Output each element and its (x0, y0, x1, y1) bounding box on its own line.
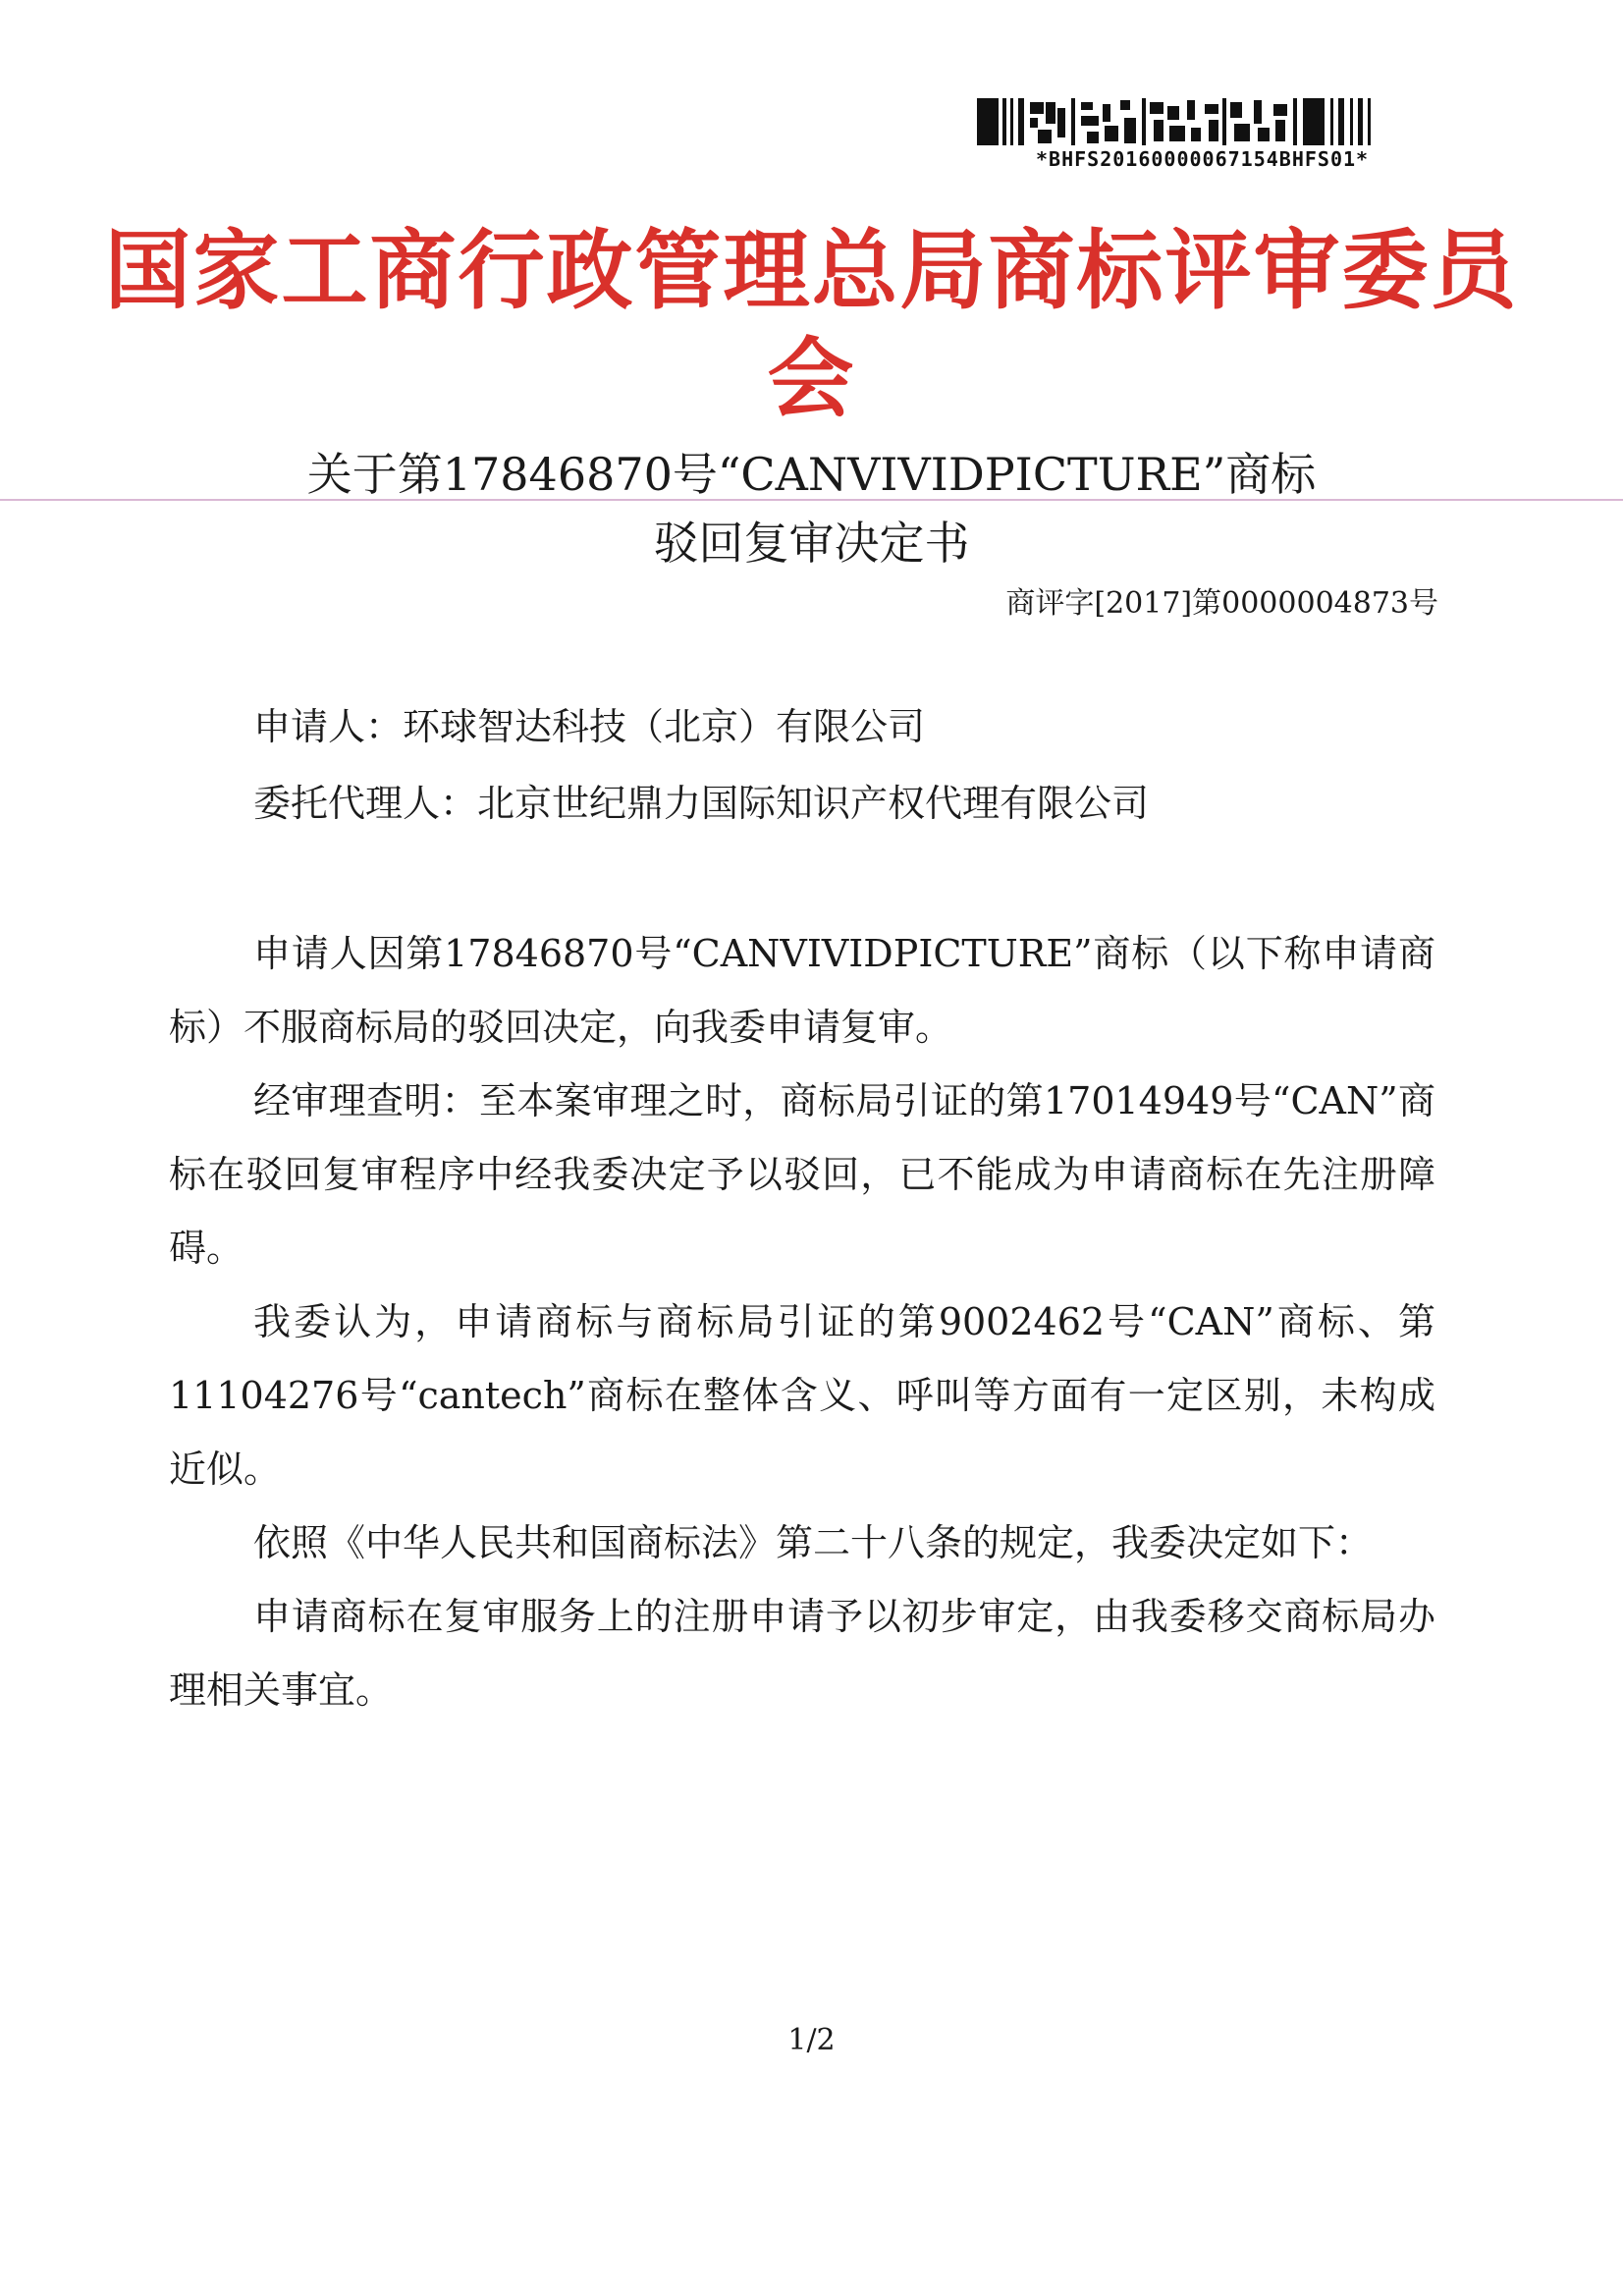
paragraph-findings: 经审理查明：至本案审理之时，商标局引证的第17014949号“CAN”商标在驳回复审程序中经我委决定予以驳回，已不能成为申请商标在先注册障碍。 (169, 1079, 1435, 1270)
paragraph-application: 申请人因第17846870号“CANVIVIDPICTURE”商标（以下称申请商标）不服商标局的驳回决定，向我委申请复审。 (169, 932, 1435, 1049)
barcode-icon (977, 98, 1389, 145)
paragraph-decision: 申请商标在复审服务上的注册申请予以初步审定，由我委移交商标局办理相关事宜。 (169, 1595, 1435, 1712)
paragraph-opinion: 我委认为，申请商标与商标局引证的第9002462号“CAN”商标、第11104276号“cantech”商标在整体含义、呼叫等方面有一定区别，未构成近似。 (169, 1300, 1435, 1491)
applicant-line: 申请人：环球智达科技（北京）有限公司 (253, 705, 926, 748)
page-number: 1/2 (787, 2023, 836, 2057)
agent-line: 委托代理人：北京世纪鼎力国际知识产权代理有限公司 (253, 782, 1150, 825)
paragraph-legal-basis: 依照《中华人民共和国商标法》第二十八条的规定，我委决定如下： (253, 1521, 1374, 1564)
decision-number: 商评字[2017]第0000004873号 (1005, 586, 1438, 621)
decision-title-line2: 驳回复审决定书 (653, 517, 970, 570)
organization-title: 国家工商行政管理总局商标评审委员会 (104, 219, 1519, 429)
document-barcode (977, 98, 1389, 177)
decision-body (169, 917, 1435, 1727)
decision-title-line1: 关于第17846870号“CANVIVIDPICTURE”商标 (306, 448, 1317, 501)
barcode-text: *BHFS20160000067154BHFS01* (1036, 147, 1370, 171)
